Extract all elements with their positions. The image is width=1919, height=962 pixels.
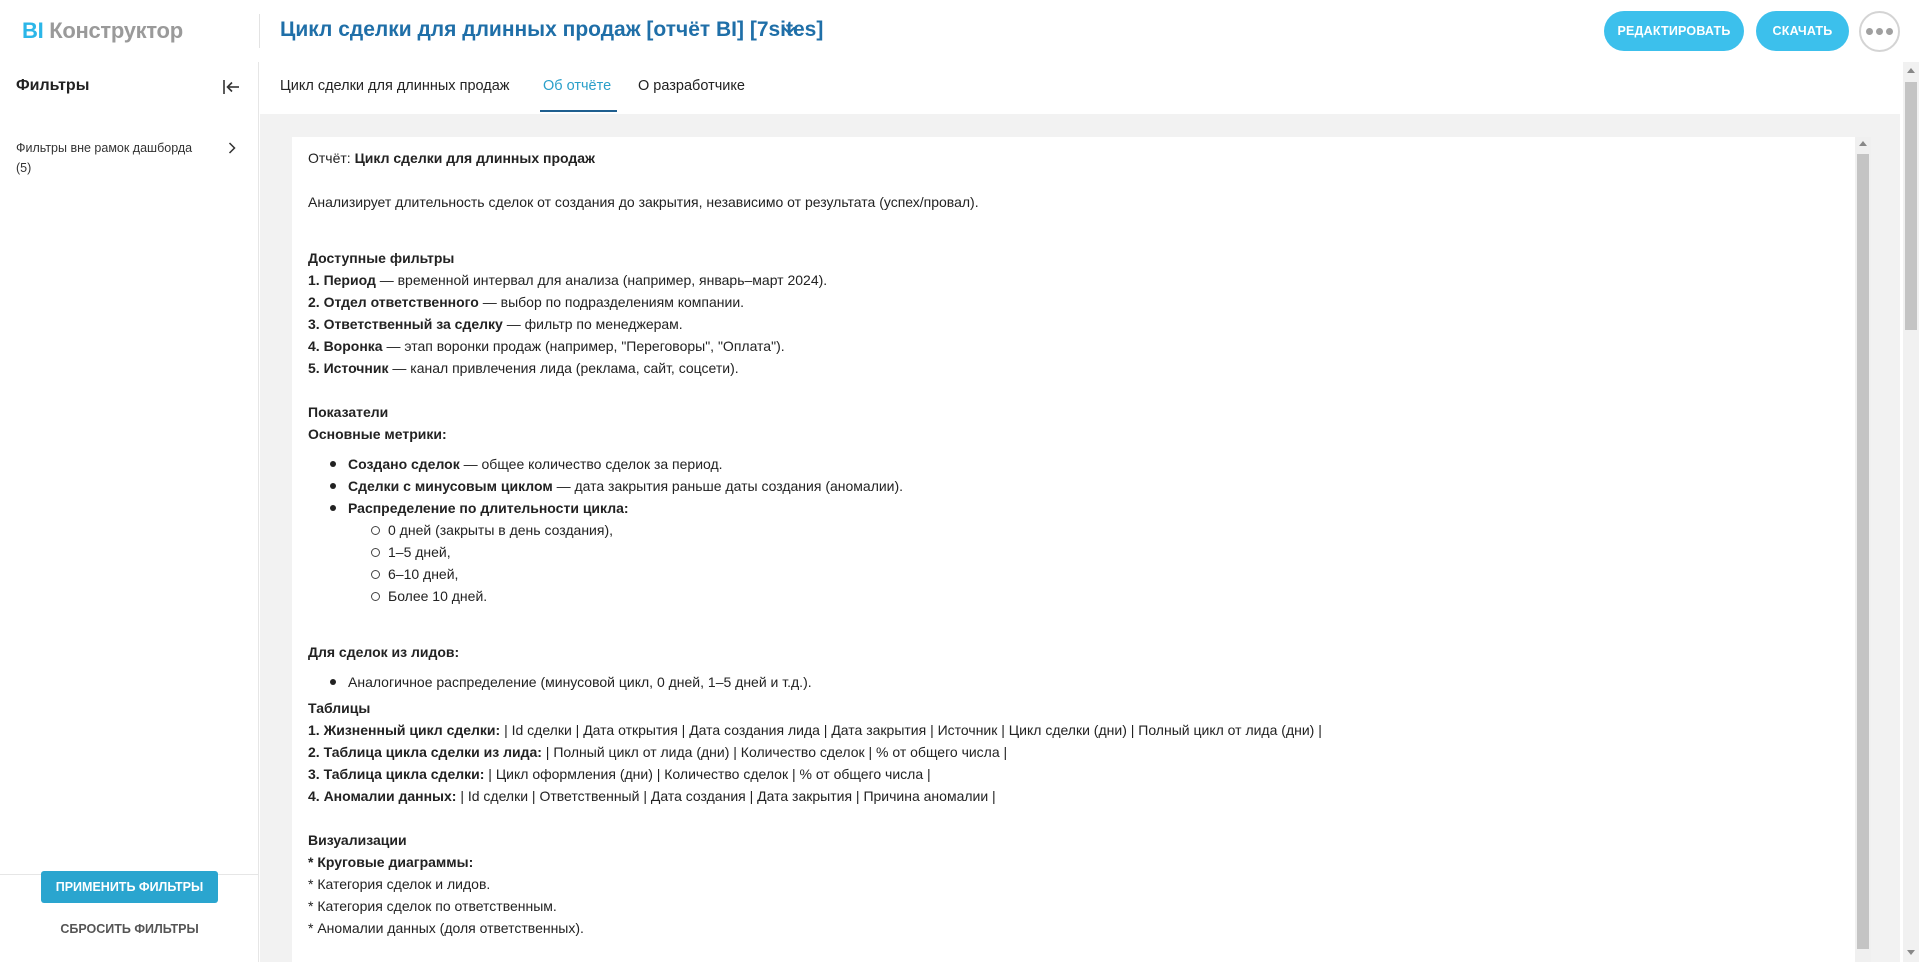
table-line: 2. Таблица цикла сделки из лида: | Полный цикл от лида (дни) | Количество сделок | % от общего числа | (308, 744, 1008, 760)
header-divider (259, 14, 260, 48)
list-item: Распределение по длительности цикла: 0 дней (закрыты в день создания), 1–5 дней, 6–10 дней, Более 10 дней. (348, 497, 1838, 607)
list-item: 1–5 дней, (388, 541, 1838, 563)
report-tabs (260, 62, 1900, 114)
download-button[interactable]: СКАЧАТЬ (1756, 11, 1849, 51)
table-line: 1. Жизненный цикл сделки: | Id сделки | Дата открытия | Дата создания лида | Дата закрытия | Источник | Цикл сделки (дни) | Полный цикл от лида (дни) | (308, 722, 1322, 738)
active-tab-indicator (540, 110, 617, 112)
leads-heading: Для сделок из лидов: (308, 644, 460, 660)
viz-heading: Визуализации (308, 832, 407, 848)
filter-line: 3. Ответственный за сделку — фильтр по менеджерам. (308, 316, 683, 332)
report-description-text (308, 147, 1838, 939)
list-item: Создано сделок — общее количество сделок за период. (348, 453, 1838, 475)
apply-filters-button[interactable]: ПРИМЕНИТЬ ФИЛЬТРЫ (41, 871, 218, 903)
sidebar-title: Фильтры (16, 77, 90, 94)
filters-heading: Доступные фильтры (308, 250, 455, 266)
report-name: Цикл сделки для длинных продаж (354, 150, 595, 166)
list-item: Аналогичное распределение (минусовой цикл, 0 дней, 1–5 дней и т.д.). (348, 671, 1838, 693)
logo-bi: BI (22, 18, 44, 43)
report-scrollbar[interactable] (1855, 137, 1871, 962)
viz-subheading: * Круговые диаграммы: (308, 854, 474, 870)
chevron-right-icon[interactable] (224, 140, 240, 156)
reset-filters-button[interactable]: СБРОСИТЬ ФИЛЬТРЫ (60, 922, 199, 936)
metrics-subheading: Основные метрики: (308, 426, 447, 442)
report-title[interactable]: Цикл сделки для длинных продаж [отчёт BI] [7sites] (280, 18, 824, 41)
metrics-heading: Показатели (308, 404, 389, 420)
edit-button[interactable]: РЕДАКТИРОВАТЬ (1604, 11, 1744, 51)
more-dot-icon (1886, 28, 1893, 35)
metrics-list (308, 453, 1838, 607)
filter-line: 5. Источник — канал привлечения лида (реклама, сайт, соцсети). (308, 360, 739, 376)
filter-group-count: (5) (16, 161, 32, 175)
filter-line: 4. Воронка — этап воронки продаж (например, "Переговоры", "Оплата"). (308, 338, 785, 354)
logo-name: Конструктор (49, 18, 183, 43)
report-prefix: Отчёт: (308, 150, 351, 166)
viz-line: * Категория сделок и лидов. (308, 876, 491, 892)
report-description (292, 137, 1870, 962)
distribution-list (348, 519, 1838, 607)
table-line: 3. Таблица цикла сделки: | Цикл оформления (дни) | Количество сделок | % от общего числа | (308, 766, 931, 782)
tables-heading: Таблицы (308, 700, 371, 716)
more-dot-icon (1876, 28, 1883, 35)
report-scrollbar-thumb[interactable] (1857, 154, 1869, 949)
filter-line: 1. Период — временной интервал для анализа (например, январь–март 2024). (308, 272, 828, 288)
collapse-sidebar-icon[interactable] (220, 76, 242, 98)
scroll-up-arrow-icon[interactable] (1907, 68, 1915, 73)
tab-deal-cycle[interactable]: Цикл сделки для длинных продаж (280, 78, 510, 94)
list-item: Более 10 дней. (388, 585, 1838, 607)
list-item: 0 дней (закрыты в день создания), (388, 519, 1838, 541)
leads-list (308, 671, 1838, 693)
page-scrollbar[interactable] (1903, 62, 1919, 962)
list-item: Сделки с минусовым циклом — дата закрытия раньше даты создания (аномалии). (348, 475, 1838, 497)
more-dot-icon (1866, 28, 1873, 35)
scroll-up-arrow-icon[interactable] (1859, 141, 1867, 146)
tab-about-developer[interactable]: О разработчике (638, 78, 745, 94)
tab-about-report[interactable]: Об отчёте (543, 78, 612, 94)
filter-group-outside-dashboard[interactable] (16, 138, 216, 178)
table-line: 4. Аномалии данных: | Id сделки | Ответственный | Дата создания | Дата закрытия | Причина аномалии | (308, 788, 996, 804)
filter-group-label: Фильтры вне рамок дашборда (16, 141, 193, 155)
viz-line: * Категория сделок по ответственным. (308, 898, 557, 914)
report-summary: Анализирует длительность сделок от создания до закрытия, независимо от результата (успех/провал). (308, 194, 979, 210)
scroll-down-arrow-icon[interactable] (1907, 950, 1915, 955)
top-header (0, 0, 1919, 62)
app-logo[interactable] (22, 18, 183, 44)
filter-line: 2. Отдел ответственного — выбор по подразделениям компании. (308, 294, 745, 310)
page-scrollbar-thumb[interactable] (1905, 82, 1917, 330)
more-options-button[interactable] (1859, 11, 1900, 52)
report-name-line (308, 147, 1838, 169)
list-item: 6–10 дней, (388, 563, 1838, 585)
chevron-down-icon[interactable] (778, 20, 800, 42)
filters-sidebar (0, 62, 259, 962)
viz-line: * Аномалии данных (доля ответственных). (308, 920, 584, 936)
